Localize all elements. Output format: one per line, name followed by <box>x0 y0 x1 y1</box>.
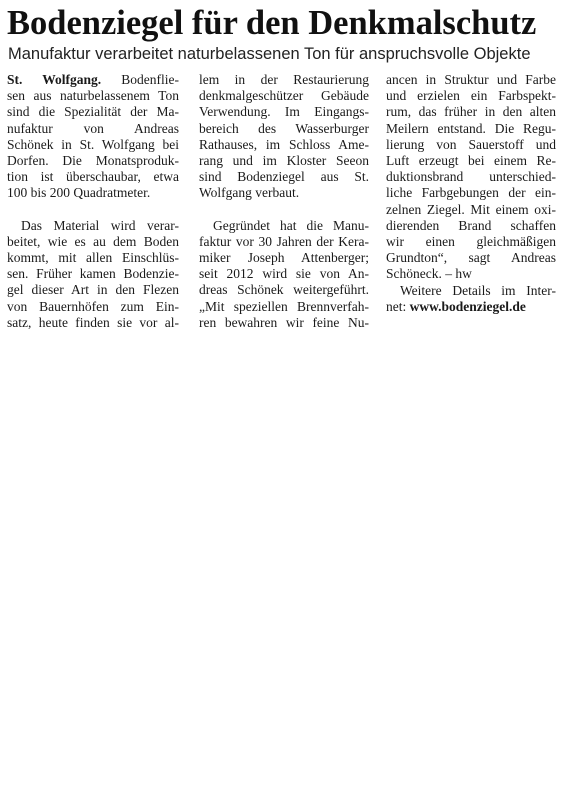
text-line: nufaktur von Andreas <box>7 120 179 136</box>
paragraph-gap <box>7 202 179 218</box>
text-line: seit 2012 wird sie von An- <box>199 266 369 282</box>
text-line: satz, heute finden sie vor al- <box>7 314 179 330</box>
text-line: Schöneck. – hw <box>386 266 472 282</box>
text-line: Schönek in St. Wolfgang bei <box>7 136 179 152</box>
text-line: Weitere Details im Inter- <box>400 282 556 298</box>
text-line: Verwendung. Im Eingangs- <box>199 104 369 120</box>
text-line: St. Wolfgang. Bodenflie- <box>7 72 179 87</box>
text-line: denkmalgeschützer Gebäude <box>199 88 369 104</box>
article-headline: Bodenziegel für den Denkmalschutz <box>7 4 537 42</box>
text-line: ancen in Struktur und Farbe <box>386 72 556 87</box>
text-line: Luft erzeugt bei einem Re- <box>386 153 556 169</box>
text-line: dreas Schönek weitergeführt. <box>199 282 369 298</box>
text-line: zelnen Ziegel. Mit einem oxi- <box>386 201 556 217</box>
text-column-2 <box>199 72 369 331</box>
text-line: ren bewahren wir feine Nu- <box>199 314 369 330</box>
text-line: rang und im Kloster Seeon <box>199 153 369 169</box>
text-line: miker Joseph Attenberger; <box>199 250 369 266</box>
text-line: kommt, mit allen Einschlüs- <box>7 250 179 266</box>
text-line: sen. Früher kamen Bodenzie- <box>7 266 179 282</box>
paragraph-gap <box>199 202 369 218</box>
text-line: sen aus naturbelassenem Ton <box>7 88 179 104</box>
text-line: lierung von Sauerstoff und <box>386 136 556 152</box>
text-line: beitet, wie es au dem Boden <box>7 233 179 249</box>
text-line: gel dieser Art in den Flezen <box>7 282 179 298</box>
text-line: bereich des Wasserburger <box>199 120 369 136</box>
text-line: Dorfen. Die Monatsproduk- <box>7 153 179 169</box>
text-line: faktur vor 30 Jahren der Kera- <box>199 233 369 249</box>
text-line: net: www.bodenziegel.de <box>386 298 526 314</box>
text-line: dierenden Brand schaffen <box>386 217 556 233</box>
dateline: St. Wolfgang. <box>7 72 102 87</box>
text-line: Wolfgang verbaut. <box>199 185 300 201</box>
text-line: tion ist überschaubar, etwa <box>7 169 179 185</box>
text-line: und erzielen ein Farbspekt- <box>386 88 556 104</box>
text-line: wir einen gleichmäßigen <box>386 234 556 250</box>
text-line: lem in der Restaurierung <box>199 72 369 87</box>
text-column-3 <box>386 72 556 315</box>
text-line: duktionsbrand unterschied- <box>386 169 556 185</box>
text-line: von Bauernhöfen zum Ein- <box>7 298 179 314</box>
text-line: Rathauses, im Schloss Ame- <box>199 136 369 152</box>
text-line: sind Bodenziegel aus St. <box>199 169 369 185</box>
website-link[interactable]: www.bodenziegel.de <box>409 298 526 314</box>
text-line: Gegründet hat die Manu- <box>213 217 369 233</box>
article-subheadline: Manufaktur verarbeitet naturbelassenen Ton für anspruchsvolle Objekte <box>8 45 531 63</box>
text-line: „Mit speziellen Brennverfah- <box>199 298 369 314</box>
text-line: Das Material wird verar- <box>21 217 179 233</box>
text-line: rum, das früher in den alten <box>386 104 556 120</box>
text-line: liche Farbgebungen der ein- <box>386 185 556 201</box>
text-column-1 <box>7 72 179 331</box>
text-line: 100 bis 200 Quadratmeter. <box>7 185 151 201</box>
text-line: sind die Spezialität der Ma- <box>7 104 179 120</box>
text-line: Grundton“, sagt Andreas <box>386 250 556 266</box>
text-line: Meilern entstand. Die Regu- <box>386 120 556 136</box>
